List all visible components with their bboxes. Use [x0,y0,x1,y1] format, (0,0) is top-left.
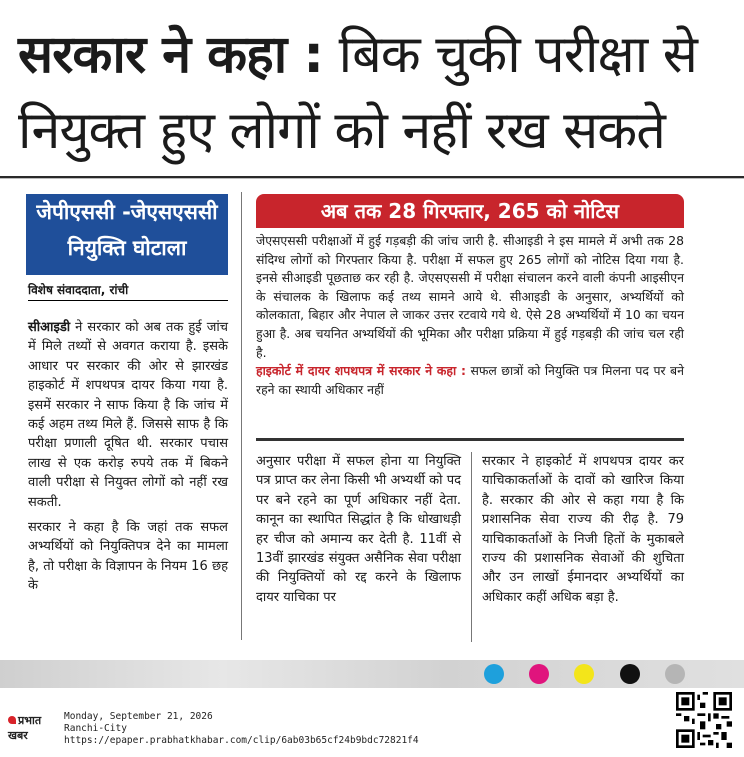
clip-date: Monday, September 21, 2026 [64,711,213,722]
byline-rule [28,300,228,301]
clip-edition: Ranchi-City [64,723,127,734]
sidebar-highlight-paragraph: हाइकोर्ट में दायर शपथपत्र में सरकार ने कहा : सफल छात्रों को नियुक्ति पत्र मिलना पद पर बने रहने का स्थायी अधिकार नहीं [256,363,684,397]
left-paragraph-2: सरकार ने कहा है कि जहां तक सफल अभ्यर्थियों को नियुक्तिपत्र देने का मामला है, तो परीक्षा के विज्ञापन के नियम 16 छह के [28,520,228,594]
prabhat-khabar-logo: प्रभात खबर [8,714,42,742]
headline-divider-thin [0,178,744,179]
registration-dot-black [620,664,640,684]
lead-word: सीआइडी [28,320,71,335]
sidebar-text [256,232,684,399]
registration-dot-magenta [529,664,549,684]
qr-code-icon [676,692,732,748]
section-label-box [26,194,228,275]
registration-dot-cyan [484,664,504,684]
left-column [28,318,228,602]
sidebar-paragraph: जेएसएससी परीक्षाओं में हुई गड़बड़ी की जांच जारी है. सीआइडी ने इस मामले में अभी तक 28 संदिग्ध लोगों को गिरफ्तार किया है. परीक्षा में सफल हुए 265 लोगों को नोटिस दिया गया है. इनसे सीआइडी पूछताछ कर रही है. जेएसएससी में परीक्षा संचालन करने वाली कंपनी आइसीएन के संचालक के खिलाफ कई तथ्य सामने आये थे. सीआइडी के अनुसार, अभ्यर्थियों को कोलकाता, बिहार और नेपाल ले जाकर उत्तर रटवाये गये थे. ऐसे 28 अभ्यर्थियों में 10 का चयन हुआ है. अब चयनित अभ्यर्थियों की भूमिका और परीक्षा प्रक्रिया में हुई गड़बड़ी की जांच चल रही है. [256,233,684,360]
column-divider [241,192,242,640]
sidebar-highlight: हाइकोर्ट में दायर शपथपत्र में सरकार ने कहा : [256,363,467,379]
logo-flame-icon [8,716,16,724]
left-paragraph-1: सीआइडी ने सरकार को अब तक हुई जांच में मिले तथ्यों से अवगत कराया है. इसके आधार पर सरकार की ओर से झारखंड हाइकोर्ट में शपथपत्र दायर किया गया है. इसमें सरकार ने साफ किया है कि जांच में कई अहम तथ्य मिले हैं. जिससे साफ है कि परीक्षा प्रणाली दूषित थी. सरकार पचास लाख से एक करोड़ रुपये तक में बिकने वाली परीक्षा से नियुक्त लोगों को नहीं रख सकती. [28,320,228,510]
clip-url[interactable]: https://epaper.prabhatkhabar.com/clip/6ab03b65cf24b9bdc72821f4 [64,735,419,746]
sidebar-banner: अब तक 28 गिरफ्तार, 265 को नोटिस [256,194,684,228]
headline-line1: सरकार ने कहा : बिक चुकी परीक्षा से [18,25,697,85]
section-label-line2: नियुक्ति घोटाला [67,236,187,260]
column-2: अनुसार परीक्षा में सफल होना या नियुक्ति पत्र प्राप्त कर लेना किसी भी अभ्यर्थी को पद पर बने रहने का पूर्ण अधिकार नहीं देता. कानून का स्थापित सिद्धांत है कि धोखाधड़ी हर चीज को अमान्य कर देती है. 11वीं से 13वीं झारखंड संयुक्त असैनिक सेवा परीक्षा की नियुक्तियों को रद्द करने के खिलाफ दायर याचिका पर [256,454,461,605]
section-label-line1: जेपीएससी -जेएसएससी [36,200,218,224]
byline: विशेष संवाददाता, रांची [28,283,129,297]
registration-dot-yellow [574,664,594,684]
clip-metadata [64,711,419,747]
column-divider-2 [471,452,472,642]
column-3: सरकार ने हाइकोर्ट में शपथपत्र दायर कर याचिकाकर्ताओं के दावों को खारिज किया है. सरकार की ओर से कहा गया है कि प्रशासनिक सेवा राज्य की रीढ़ है. 79 याचिकाकर्ताओं के निजी हितों के मुकाबले राज्य की प्रशासनिक सेवाओं की शुचिता और उन लाखों ईमानदार अभ्यर्थियों का अधिकार कहीं अधिक बड़ा है. [482,454,684,605]
registration-dot-gray [665,664,685,684]
headline-line2: नियुक्त हुए लोगों को नहीं रख सकते [18,101,665,161]
sidebar-bottom-rule [256,438,684,441]
